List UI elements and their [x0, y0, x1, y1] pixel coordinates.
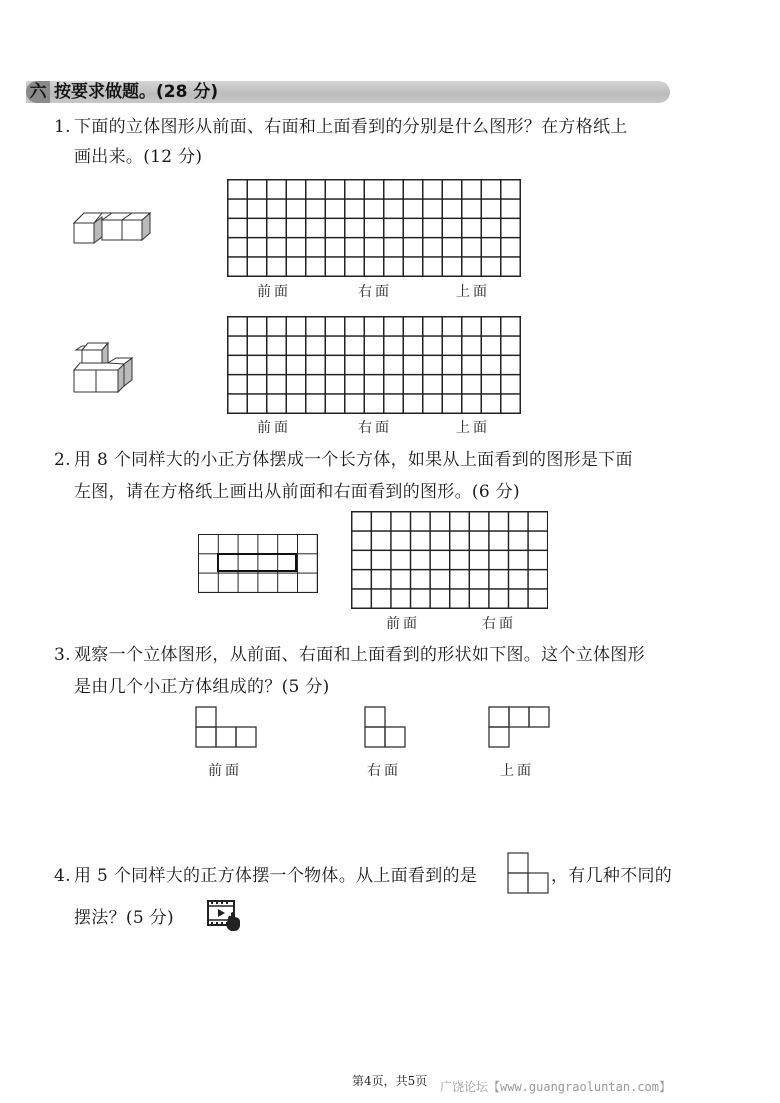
question-3-number: 3.: [54, 645, 71, 665]
question-3-text-line2: 是由几个小正方体组成的？(5 分): [74, 677, 330, 697]
label-right: 右面: [358, 420, 392, 436]
section-number: 六: [26, 81, 50, 103]
watermark: 广饶论坛【www.guangraoluntan.com】: [440, 1080, 671, 1094]
question-1-text-line2: 画出来。(12 分): [74, 147, 203, 167]
question-4-number: 4.: [54, 866, 71, 886]
page-indicator: 第4页，共5页: [352, 1074, 428, 1088]
cube-figure-b: [72, 340, 142, 395]
section-title: 按要求做题。(28 分): [54, 82, 219, 102]
label-top: 上面: [456, 284, 490, 300]
question-2-number: 2.: [54, 450, 71, 470]
cube-figure-a: [70, 210, 160, 255]
question-2-text-line1: 用 8 个同样大的小正方体摆成一个长方体，如果从上面看到的图形是下面: [74, 450, 633, 470]
front-view-shape: [195, 706, 259, 748]
answer-grid-1b[interactable]: [227, 316, 521, 414]
question-3-text-line1: 观察一个立体图形，从前面、右面和上面看到的形状如下图。这个立体图形: [74, 645, 645, 665]
label-front: 前面: [257, 284, 291, 300]
question-1-number: 1.: [54, 117, 71, 137]
label-right: 右面: [367, 763, 401, 779]
right-view-shape: [364, 706, 408, 748]
answer-grid-1a[interactable]: [227, 179, 521, 277]
top-view-shape: [488, 706, 552, 748]
question-1-text-line1: 下面的立体图形从前面、右面和上面看到的分别是什么图形？在方格纸上: [74, 117, 628, 137]
label-top: 上面: [456, 420, 490, 436]
label-right: 右面: [358, 284, 392, 300]
inline-top-view-shape: [507, 852, 549, 894]
label-front: 前面: [257, 420, 291, 436]
question-2-text-line2: 左图，请在方格纸上画出从前面和右面看到的图形。(6 分): [74, 482, 520, 502]
answer-grid-2[interactable]: [351, 511, 548, 609]
question-4-text-line2: 摆法？(5 分): [74, 908, 174, 928]
top-view-highlight: [217, 553, 297, 572]
video-play-icon[interactable]: [206, 899, 244, 933]
label-front: 前面: [208, 763, 242, 779]
label-front: 前面: [386, 616, 420, 632]
question-4-text-line1b: ，有几种不同的: [551, 866, 673, 886]
label-right: 右面: [482, 616, 516, 632]
label-top: 上面: [500, 763, 534, 779]
question-4-text-line1a: 用 5 个同样大的正方体摆一个物体。从上面看到的是: [74, 866, 478, 886]
